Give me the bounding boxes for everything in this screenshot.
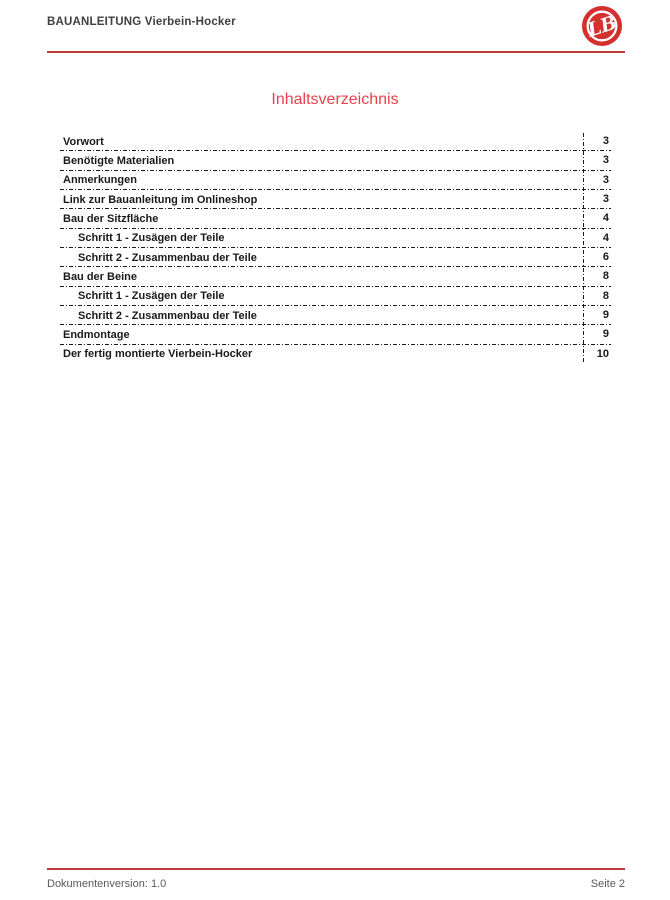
toc-entry[interactable] — [60, 229, 611, 248]
toc-entry-label: Endmontage — [63, 328, 130, 341]
toc-entry[interactable] — [60, 248, 611, 267]
toc-entry[interactable] — [60, 190, 611, 209]
toc-entry[interactable] — [60, 151, 611, 170]
toc-entry[interactable] — [60, 267, 611, 286]
page-title: Inhaltsverzeichnis — [271, 91, 399, 108]
toc-entry-label: Anmerkungen — [63, 174, 137, 187]
footer-rule-line — [47, 868, 625, 870]
toc-entry-label: Benötigte Materialien — [63, 154, 175, 167]
toc-entry[interactable] — [60, 345, 611, 364]
toc-entry-label: Bau der Sitzfläche — [63, 212, 159, 225]
toc-entry-page-number: 8 — [602, 289, 609, 302]
header-rule-line — [47, 51, 625, 53]
logo-monogram-text: LB — [584, 10, 620, 42]
toc-entry-label: Vorwort — [63, 135, 104, 148]
toc-entry-page-number: 9 — [602, 309, 609, 322]
toc-entry-page-number: 3 — [602, 154, 609, 167]
toc-entry-page-number: 9 — [602, 328, 609, 341]
company-logo-icon — [581, 5, 623, 47]
toc-entry-label: Schritt 1 - Zusägen der Teile — [78, 290, 225, 303]
toc-entry-label: Schritt 1 - Zusägen der Teile — [78, 232, 225, 245]
toc-entry-page-number: 3 — [602, 135, 609, 148]
toc-entry-label: Bau der Beine — [63, 270, 137, 283]
footer-document-version: Dokumentenversion: 1.0 — [47, 878, 167, 890]
toc-entry[interactable] — [60, 306, 611, 325]
toc-entry-page-number: 8 — [602, 270, 609, 283]
toc-entry[interactable] — [60, 209, 611, 228]
document-header-title: BAUANLEITUNG Vierbein-Hocker — [47, 16, 236, 28]
toc-entry-label: Der fertig montierte Vierbein-Hocker — [63, 348, 253, 361]
toc-entry-label: Link zur Bauanleitung im Onlineshop — [63, 193, 258, 206]
toc-entry-page-number: 4 — [602, 212, 609, 225]
toc-entry-page-number: 4 — [602, 231, 609, 244]
toc-entry-label: Schritt 2 - Zusammenbau der Teile — [78, 309, 257, 322]
toc-entry-label: Schritt 2 - Zusammenbau der Teile — [78, 251, 257, 264]
toc-entry[interactable] — [60, 287, 611, 306]
toc-entry[interactable] — [60, 171, 611, 190]
table-of-contents — [60, 132, 611, 364]
toc-entry-page-number: 6 — [602, 251, 609, 264]
toc-entry-page-number: 10 — [596, 347, 609, 360]
toc-entry-page-number: 3 — [602, 193, 609, 206]
footer-page-number: Seite 2 — [590, 878, 625, 890]
toc-entry[interactable] — [60, 132, 611, 151]
toc-entry[interactable] — [60, 325, 611, 344]
toc-entry-page-number: 3 — [602, 173, 609, 186]
